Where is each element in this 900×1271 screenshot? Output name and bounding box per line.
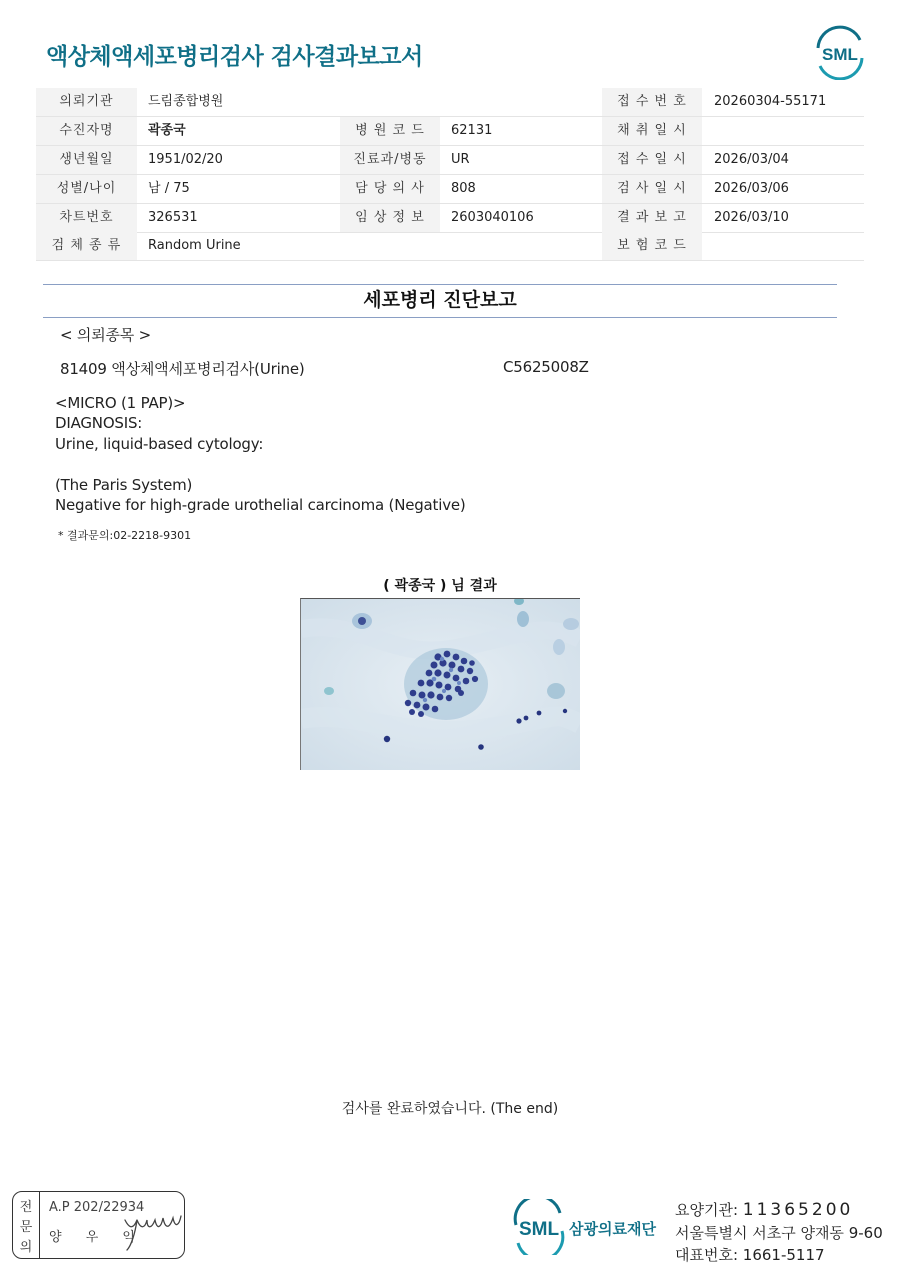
report-title: 액상체액세포병리검사 검사결과보고서 — [46, 44, 423, 70]
stamp-char: 문 — [19, 1220, 33, 1235]
specimen-text: Urine, liquid-based cytology: — [55, 435, 264, 453]
info-row — [36, 146, 864, 175]
address: 서울특별시 서초구 양재동 9-60 — [675, 1224, 883, 1242]
pathologist-stamp — [12, 1191, 185, 1259]
info-value: UR — [451, 152, 470, 167]
micrograph-image — [301, 599, 580, 770]
phone-label: 대표번호: — [675, 1246, 739, 1264]
license-number: A.P 202/22934 — [49, 1200, 145, 1215]
info-label: 담 당 의 사 — [340, 175, 440, 203]
info-value: 2026/03/04 — [714, 152, 789, 167]
info-row — [36, 232, 864, 261]
info-value: Random Urine — [148, 238, 241, 253]
info-value: 1951/02/20 — [148, 152, 223, 167]
info-label: 의뢰기관 — [36, 88, 137, 116]
info-row — [36, 88, 864, 117]
info-label: 수진자명 — [36, 117, 137, 145]
info-label: 검 사 일 시 — [602, 175, 702, 203]
info-label: 보 험 코 드 — [602, 232, 702, 260]
info-label: 성별/나이 — [36, 175, 137, 203]
sml-footer-logo — [510, 1199, 568, 1255]
cytology-micrograph — [300, 598, 580, 770]
stamp-char: 의 — [19, 1240, 33, 1255]
info-value: 드림종합병원 — [148, 94, 224, 109]
info-label: 차트번호 — [36, 204, 137, 232]
info-row — [36, 175, 864, 204]
info-value: 2026/03/06 — [714, 181, 789, 196]
info-value: 남 / 75 — [148, 181, 190, 196]
sml-logo — [810, 24, 870, 80]
institution-code-label: 요양기관: — [675, 1201, 739, 1219]
info-label: 임 상 정 보 — [340, 204, 440, 232]
info-label: 검 체 종 류 — [36, 232, 137, 260]
micro-label: <MICRO (1 PAP)> — [55, 394, 186, 412]
org-name: 삼광의료재단 — [569, 1220, 656, 1238]
info-label: 접 수 번 호 — [602, 88, 702, 116]
result-text: Negative for high-grade urothelial carcinoma (Negative) — [55, 496, 466, 514]
stamp-title-column — [13, 1192, 40, 1258]
info-value: 62131 — [451, 123, 493, 138]
section-rule-bottom — [43, 317, 837, 318]
info-row — [36, 204, 864, 233]
info-label: 채 취 일 시 — [602, 117, 702, 145]
end-text: 검사를 완료하였습니다. (The end) — [341, 1101, 559, 1117]
info-label: 생년월일 — [36, 146, 137, 174]
order-code: C5625008Z — [503, 358, 589, 376]
stamp-char: 전 — [19, 1200, 33, 1215]
info-value: 326531 — [148, 210, 198, 225]
info-label: 진료과/병동 — [340, 146, 440, 174]
sml-footer-logo-text: SML — [518, 1219, 560, 1240]
info-label: 접 수 일 시 — [602, 146, 702, 174]
info-value: 20260304-55171 — [714, 94, 827, 109]
info-value: 2026/03/10 — [714, 210, 789, 225]
photo-caption: ( 곽종국 ) 님 결과 — [383, 578, 497, 594]
order-item: 81409 액상체액세포병리검사(Urine) — [60, 360, 305, 378]
patient-name: 곽종국 — [148, 123, 186, 138]
info-value: 808 — [451, 181, 476, 196]
pathologist-name: 양 우 익 — [49, 1230, 145, 1245]
section-title: 세포병리 진단보고 — [363, 289, 517, 311]
info-label: 병 원 코 드 — [340, 117, 440, 145]
order-heading: < 의뢰종목 > — [60, 326, 152, 344]
phone-value: 1661-5117 — [742, 1246, 825, 1264]
diagnosis-label: DIAGNOSIS: — [55, 414, 143, 432]
patient-info-table — [36, 88, 864, 260]
phone — [675, 1244, 825, 1265]
sml-logo-text: SML — [822, 45, 858, 64]
signature — [121, 1206, 183, 1254]
info-label: 결 과 보 고 — [602, 204, 702, 232]
institution-code — [675, 1199, 853, 1220]
institution-code-value: 11365200 — [742, 1200, 854, 1220]
info-value: 2603040106 — [451, 210, 534, 225]
inquiry-text: * 결과문의:02-2218-9301 — [58, 529, 192, 542]
info-row — [36, 117, 864, 146]
system-text: (The Paris System) — [55, 476, 193, 494]
